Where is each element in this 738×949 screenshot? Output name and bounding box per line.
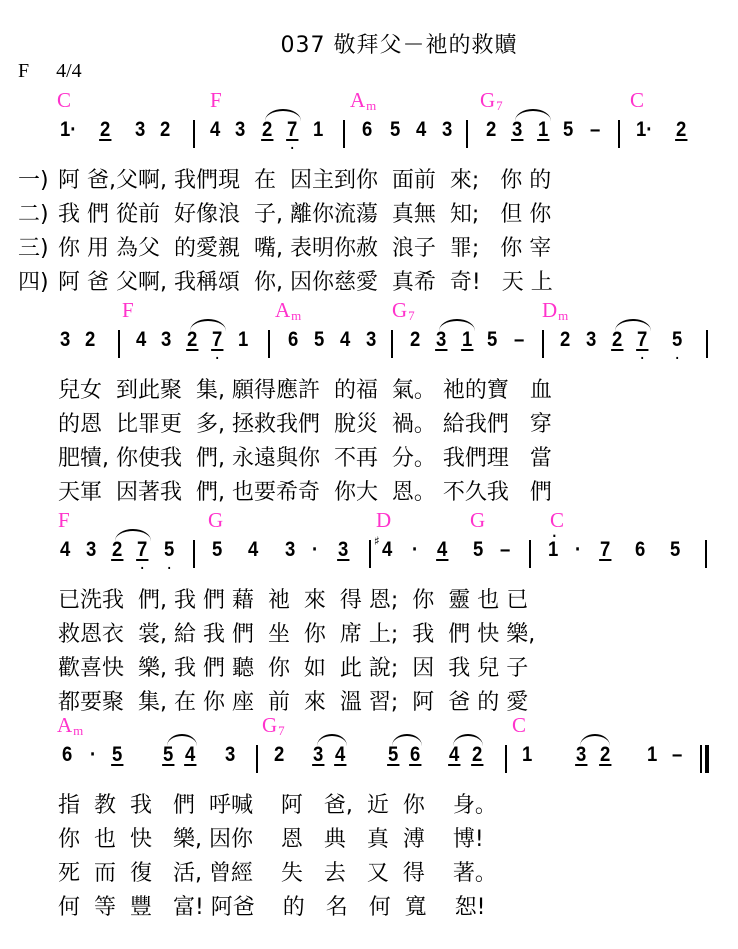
verse-number: 一)	[18, 168, 49, 193]
note: 6	[635, 538, 646, 561]
note: 5	[670, 538, 681, 561]
chord-symbol: $D_m$	[542, 298, 569, 323]
chord-symbol: C	[57, 88, 72, 112]
note: 3	[235, 118, 246, 141]
note: 2	[85, 328, 96, 351]
chord-symbol: F	[122, 298, 134, 322]
note: 2	[612, 328, 623, 351]
dot-extension: ·	[575, 538, 582, 561]
barline	[193, 540, 195, 568]
barline	[343, 120, 345, 148]
note: 4	[449, 743, 460, 766]
note: 4	[136, 328, 147, 351]
note: 4	[210, 118, 221, 141]
lyric-line: 你 用 為父 的愛親 嘴, 表明你赦 浪子 罪; 你 宰	[58, 236, 552, 261]
chord-symbol: C	[512, 713, 527, 737]
note: 2	[112, 538, 123, 561]
note: 3	[436, 328, 447, 351]
chord-symbol: $A_m$	[275, 298, 302, 323]
note: 5	[212, 538, 223, 561]
slur-arc	[265, 109, 301, 121]
note: . 1	[548, 538, 558, 562]
barline	[505, 745, 507, 773]
note: . 7	[137, 538, 147, 562]
note: 1	[522, 743, 533, 766]
dot-extension: ·	[90, 743, 97, 766]
slur-arc	[392, 734, 422, 746]
chord-symbol: C	[630, 88, 645, 112]
notes-line	[0, 118, 738, 154]
slur-arc	[190, 319, 226, 331]
slur-arc	[580, 734, 610, 746]
note: 4	[416, 118, 427, 141]
sharp-sign: ♯	[374, 534, 380, 548]
lyric-line: 已洗我 們, 我 們 藉 祂 來 得 恩; 你 靈 也 已	[58, 588, 529, 613]
chord-symbol: $A_m$	[350, 88, 377, 113]
chord-symbol: $A_m$	[57, 713, 84, 738]
barline	[706, 330, 708, 358]
chord-symbol: F	[210, 88, 222, 112]
note: 4	[335, 743, 346, 766]
note: 3	[338, 538, 349, 561]
note: 2	[600, 743, 611, 766]
note: 4	[185, 743, 196, 766]
note: 2	[560, 328, 571, 351]
note: 2	[676, 118, 687, 141]
lyric-line: 死 而 復 活, 曾經 失 去 又 得 著。	[58, 861, 497, 886]
chord-symbol: F	[58, 508, 70, 532]
note: 4	[60, 538, 71, 561]
final-barline-thick	[705, 745, 709, 773]
verse-number: 二)	[18, 202, 49, 227]
note: 3	[586, 328, 597, 351]
notes-line	[0, 534, 738, 574]
dot-extension: ·	[312, 538, 319, 561]
note: 2	[100, 118, 111, 141]
note: 5	[473, 538, 484, 561]
note: 3	[135, 118, 146, 141]
barline	[118, 330, 120, 358]
lyric-line: 阿 爸,父啊, 我們現 在 因主到你 面前 來; 你 的	[58, 168, 552, 193]
chord-symbol: G	[208, 508, 224, 532]
note: 7	[600, 538, 611, 561]
lyric-line: 你 也 快 樂, 因你 恩 典 真 溥 博!	[58, 827, 484, 852]
lyric-line: 的恩 比罪更 多, 拯救我們 脫災 禍。 給我們 穿	[58, 412, 552, 437]
note: 3	[225, 743, 236, 766]
lyric-line: 兒女 到此聚 集, 願得應許 的福 氣。 祂的寶 血	[58, 378, 552, 403]
slur-arc	[167, 734, 197, 746]
slur-arc	[317, 734, 347, 746]
time-signature: 4/4	[56, 60, 82, 82]
barline	[193, 120, 195, 148]
note: 3	[512, 118, 523, 141]
note: 1·	[60, 118, 77, 141]
note: 5	[390, 118, 401, 141]
hymn-title: 037 敬拜父－祂的救贖	[280, 33, 518, 58]
chord-symbol: $G_7$	[480, 88, 503, 113]
lyric-line: 何 等 豐 富! 阿爸 的 名 何 寬 恕!	[58, 895, 486, 920]
notes-line	[0, 743, 738, 779]
note: 6	[362, 118, 373, 141]
note: 2	[262, 118, 273, 141]
note: . 7	[212, 328, 222, 352]
hold-dash: –	[514, 328, 525, 351]
note: 5	[163, 743, 174, 766]
note: . 7	[637, 328, 647, 352]
note: 3	[442, 118, 453, 141]
note: 5	[388, 743, 399, 766]
chord-symbol: $G_7$	[392, 298, 415, 323]
barline	[705, 540, 707, 568]
verse-number: 四)	[18, 270, 49, 295]
note: 3	[366, 328, 377, 351]
key-signature: F	[18, 60, 30, 82]
note: 6	[288, 328, 299, 351]
note: 4	[248, 538, 259, 561]
key-and-time-signature	[18, 60, 82, 83]
note: 1	[238, 328, 249, 351]
note: 1	[538, 118, 549, 141]
lyric-line: 肥犢, 你使我 們, 永遠與你 不再 分。 我們理 當	[58, 446, 552, 471]
barline	[618, 120, 620, 148]
note: 3	[285, 538, 296, 561]
note: 4	[340, 328, 351, 351]
note: . 5	[164, 538, 174, 562]
slur-arc	[515, 109, 551, 121]
note: 5	[487, 328, 498, 351]
note: 6	[410, 743, 421, 766]
note: 5	[314, 328, 325, 351]
slur-arc	[453, 734, 483, 746]
note: 3	[313, 743, 324, 766]
note: 2	[410, 328, 421, 351]
note: . 5	[672, 328, 682, 352]
lyric-line: 指 教 我 們 呼喊 阿 爸, 近 你 身。	[58, 793, 497, 818]
barline	[268, 330, 270, 358]
barline	[542, 330, 544, 358]
note: 2	[486, 118, 497, 141]
note: 3	[60, 328, 71, 351]
verse-number: 三)	[18, 236, 49, 261]
note: 6	[62, 743, 73, 766]
final-barline	[700, 745, 702, 773]
note: 2	[472, 743, 483, 766]
note: 2	[187, 328, 198, 351]
note: 1·	[636, 118, 653, 141]
hold-dash: –	[590, 118, 601, 141]
note: 2	[274, 743, 285, 766]
chord-symbol: C	[550, 508, 565, 532]
note: 1	[462, 328, 473, 351]
lyric-line: 阿 爸 父啊, 我稱頌 你, 因你慈愛 真希 奇! 天 上	[58, 270, 553, 295]
barline	[529, 540, 531, 568]
note: 3	[161, 328, 172, 351]
lyric-line: 我 們 從前 好像浪 子, 離你流蕩 真無 知; 但 你	[58, 202, 552, 227]
note: 3	[86, 538, 97, 561]
slur-arc	[115, 529, 151, 541]
note: 2	[160, 118, 171, 141]
barline	[369, 540, 371, 568]
note: 3	[576, 743, 587, 766]
barline	[466, 120, 468, 148]
hold-dash: –	[672, 743, 683, 766]
note: 1	[647, 743, 658, 766]
note: 5	[112, 743, 123, 766]
lyric-line: 天軍 因著我 們, 也要希奇 你大 恩。 不久我 們	[58, 480, 552, 505]
note: 4	[382, 538, 393, 561]
chord-symbol: D	[376, 508, 392, 532]
slur-arc	[439, 319, 475, 331]
lyric-line: 都要聚 集, 在 你 座 前 來 溫 習; 阿 爸 的 愛	[58, 690, 529, 715]
lyric-line: 歡喜快 樂, 我 們 聽 你 如 此 說; 因 我 兒 子	[58, 656, 529, 681]
note: 4	[437, 538, 448, 561]
dot-extension: ·	[412, 538, 419, 561]
note: 1	[313, 118, 324, 141]
barline	[256, 745, 258, 773]
lyric-line: 救恩衣 裳, 給 我 們 坐 你 席 上; 我 們 快 樂,	[58, 622, 536, 647]
barline	[391, 330, 393, 358]
notes-line	[0, 328, 738, 364]
note: . 7	[287, 118, 297, 142]
hold-dash: –	[500, 538, 511, 561]
note: 5	[563, 118, 574, 141]
slur-arc	[615, 319, 651, 331]
chord-symbol: G	[470, 508, 486, 532]
chord-symbol: $G_7$	[262, 713, 285, 738]
